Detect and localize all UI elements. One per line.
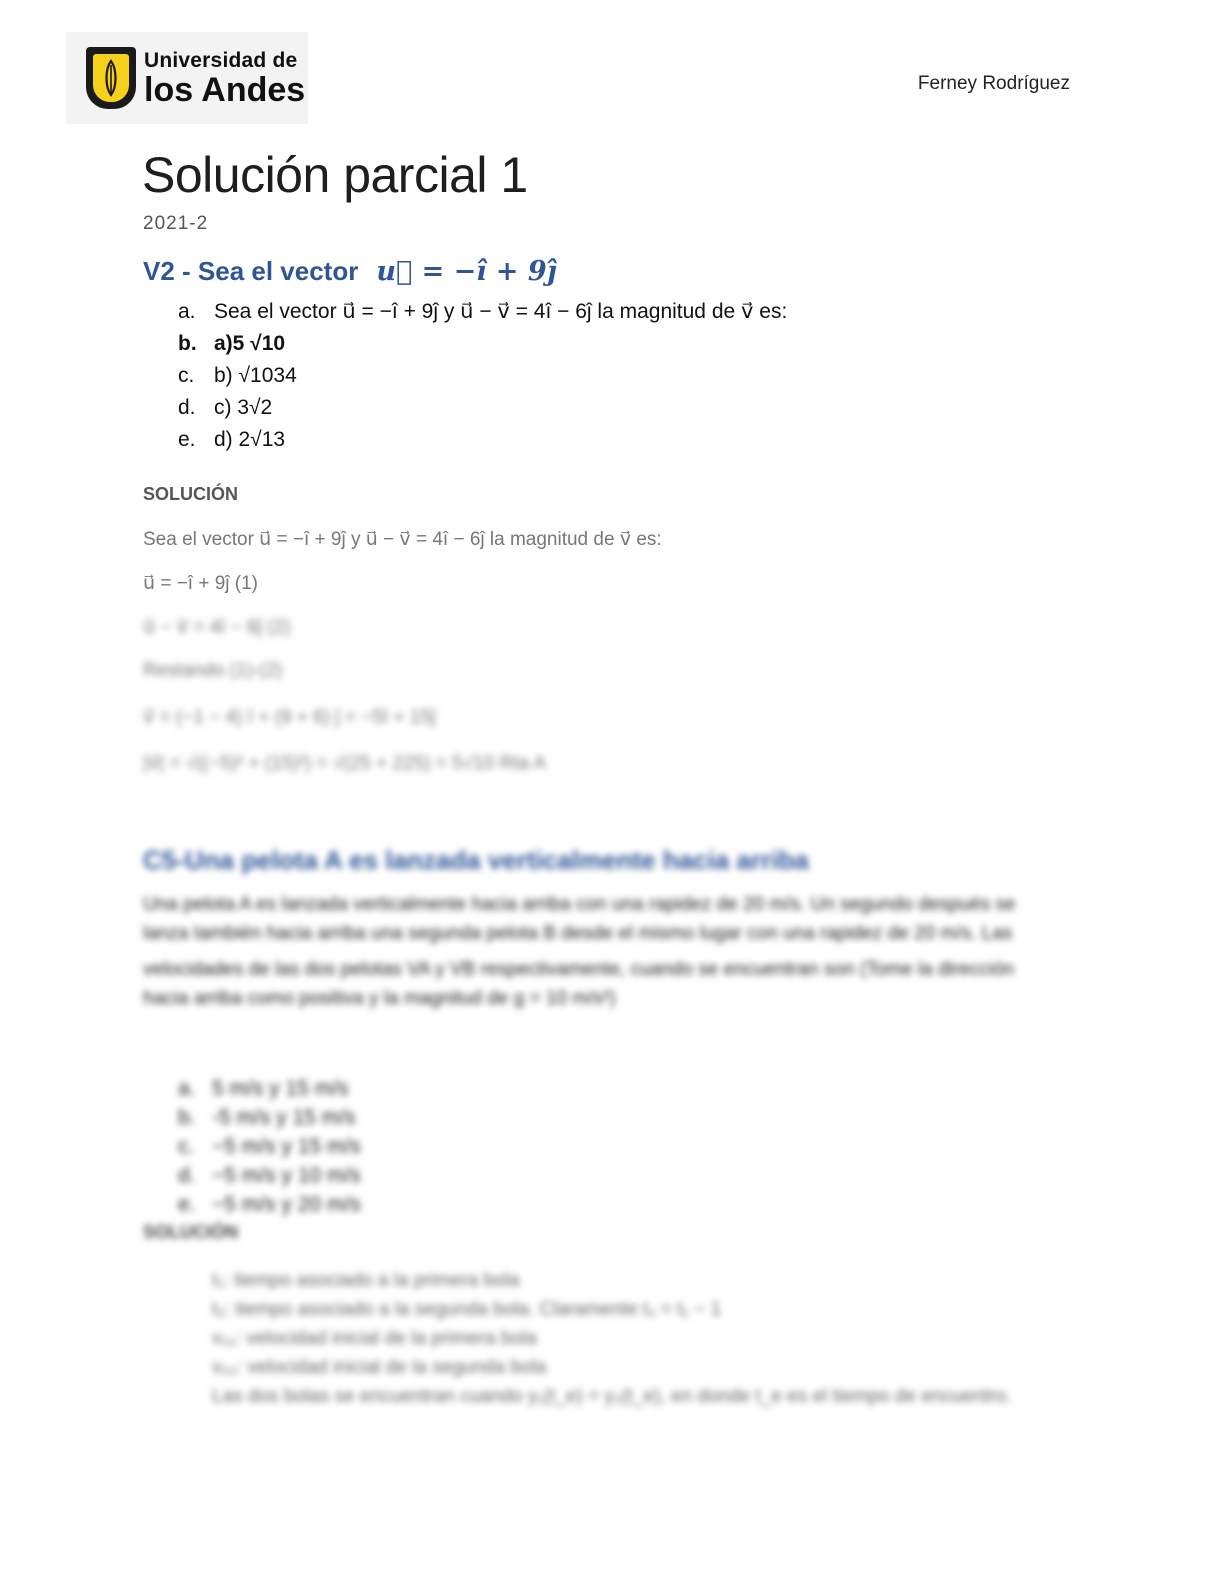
option-text: −5 m/s y 20 m/s [212, 1193, 361, 1216]
question2-paragraph: Una pelota A es lanzada verticalmente hacia arriba con una rapidez de 20 m/s. Un segundo después se lanza también hacia arriba una segunda pelota B desde el mismo lugar con una rapidez de 20 m/s. Las [143, 894, 1016, 944]
solution2-line: t₁: tiempo asociado a la primera bola [212, 1270, 520, 1291]
document-title: Solución parcial 1 [142, 147, 528, 203]
option-item [178, 1074, 361, 1103]
question1-heading [143, 256, 556, 287]
question2-paragraph: velocidades de las dos pelotas VA y VB respectivamente, cuando se encuentran son (Tome la dirección hacia arriba como positiva y la magnitud de g = 10 m/s²) [143, 959, 1014, 1009]
question1-heading-text: V2 - Sea el vector [143, 256, 359, 286]
solution1-line: v⃗ = (−1 − 4) î + (9 + 6) ĵ = −5î + 15ĵ [143, 707, 436, 728]
option-letter: b. [178, 1106, 196, 1129]
solution2-line: Las dos bolas se encuentran cuando y₁(t_e) = y₂(t_e), en donde t_e es el tiempo de encuentro. [212, 1386, 1012, 1407]
option-item [178, 392, 787, 424]
shield-icon [86, 47, 136, 109]
option-text: a)5 √10 [214, 332, 286, 355]
solution1-label: SOLUCIÓN [143, 484, 239, 504]
option-letter: b. [178, 332, 197, 355]
option-letter: a. [178, 300, 196, 323]
option-item [178, 296, 787, 328]
option-letter: c. [178, 364, 195, 387]
option-text: Sea el vector u⃗ = −î + 9ĵ y u⃗ − v⃗ = 4î − 6ĵ la magnitud de v⃗ es: [214, 300, 788, 323]
option-item [178, 328, 787, 360]
option-text: −5 m/s y 10 m/s [212, 1164, 361, 1187]
option-text: -5 m/s y 15 m/s [212, 1106, 356, 1129]
solution2-definitions [212, 1266, 1011, 1411]
solution2-line: t₂: tiempo asociado a la segunda bola. Claramente t₂ = t₁ − 1 [212, 1299, 722, 1320]
option-letter: a. [178, 1077, 196, 1100]
logo-text-line1: Universidad de [144, 48, 298, 72]
solution1-line: |v⃗| = √((−5)² + (15)²) = √(25 + 225) = 5√10 Rta A [143, 753, 547, 774]
solution1-line: Restando (1)-(2) [143, 660, 283, 681]
university-logo [66, 32, 308, 124]
solution1-line: u⃗ − v⃗ = 4î − 6ĵ (2) [143, 617, 291, 638]
option-item [178, 1103, 361, 1132]
question1-options [178, 296, 787, 456]
solution2-line: v₀₁: velocidad inicial de la primera bola [212, 1328, 537, 1349]
option-letter: d. [178, 396, 196, 419]
option-item [178, 1190, 361, 1219]
option-item [178, 1132, 361, 1161]
question2-options [178, 1074, 361, 1219]
option-letter: e. [178, 428, 196, 451]
logo-text-line2: los Andes [144, 70, 306, 109]
option-text: c) 3√2 [214, 396, 273, 419]
option-letter: c. [178, 1135, 195, 1158]
solution2-label: SOLUCIÓN [143, 1222, 239, 1242]
option-item [178, 424, 787, 456]
option-text: −5 m/s y 15 m/s [212, 1135, 361, 1158]
option-text: d) 2√13 [214, 428, 286, 451]
solution1-line: Sea el vector u⃗ = −î + 9ĵ y u⃗ − v⃗ = 4î − 6ĵ la magnitud de v⃗ es: [143, 529, 662, 550]
option-letter: e. [178, 1193, 196, 1216]
solution2-line: v₀₂: velocidad inicial de la segunda bola [212, 1357, 547, 1378]
option-letter: d. [178, 1164, 196, 1187]
author-name: Ferney Rodríguez [917, 73, 1070, 94]
option-item [178, 360, 787, 392]
document-subtitle: 2021-2 [143, 213, 209, 234]
question2-heading: C5-Una pelota A es lanzada verticalmente hacia arriba [143, 845, 809, 875]
question1-heading-math: u⃗ = −î + 9ĵ [376, 256, 557, 287]
solution1-line: u⃗ = −î + 9ĵ (1) [143, 573, 259, 594]
option-item [178, 1161, 361, 1190]
option-text: 5 m/s y 15 m/s [212, 1077, 349, 1100]
option-text: b) √1034 [214, 364, 297, 387]
